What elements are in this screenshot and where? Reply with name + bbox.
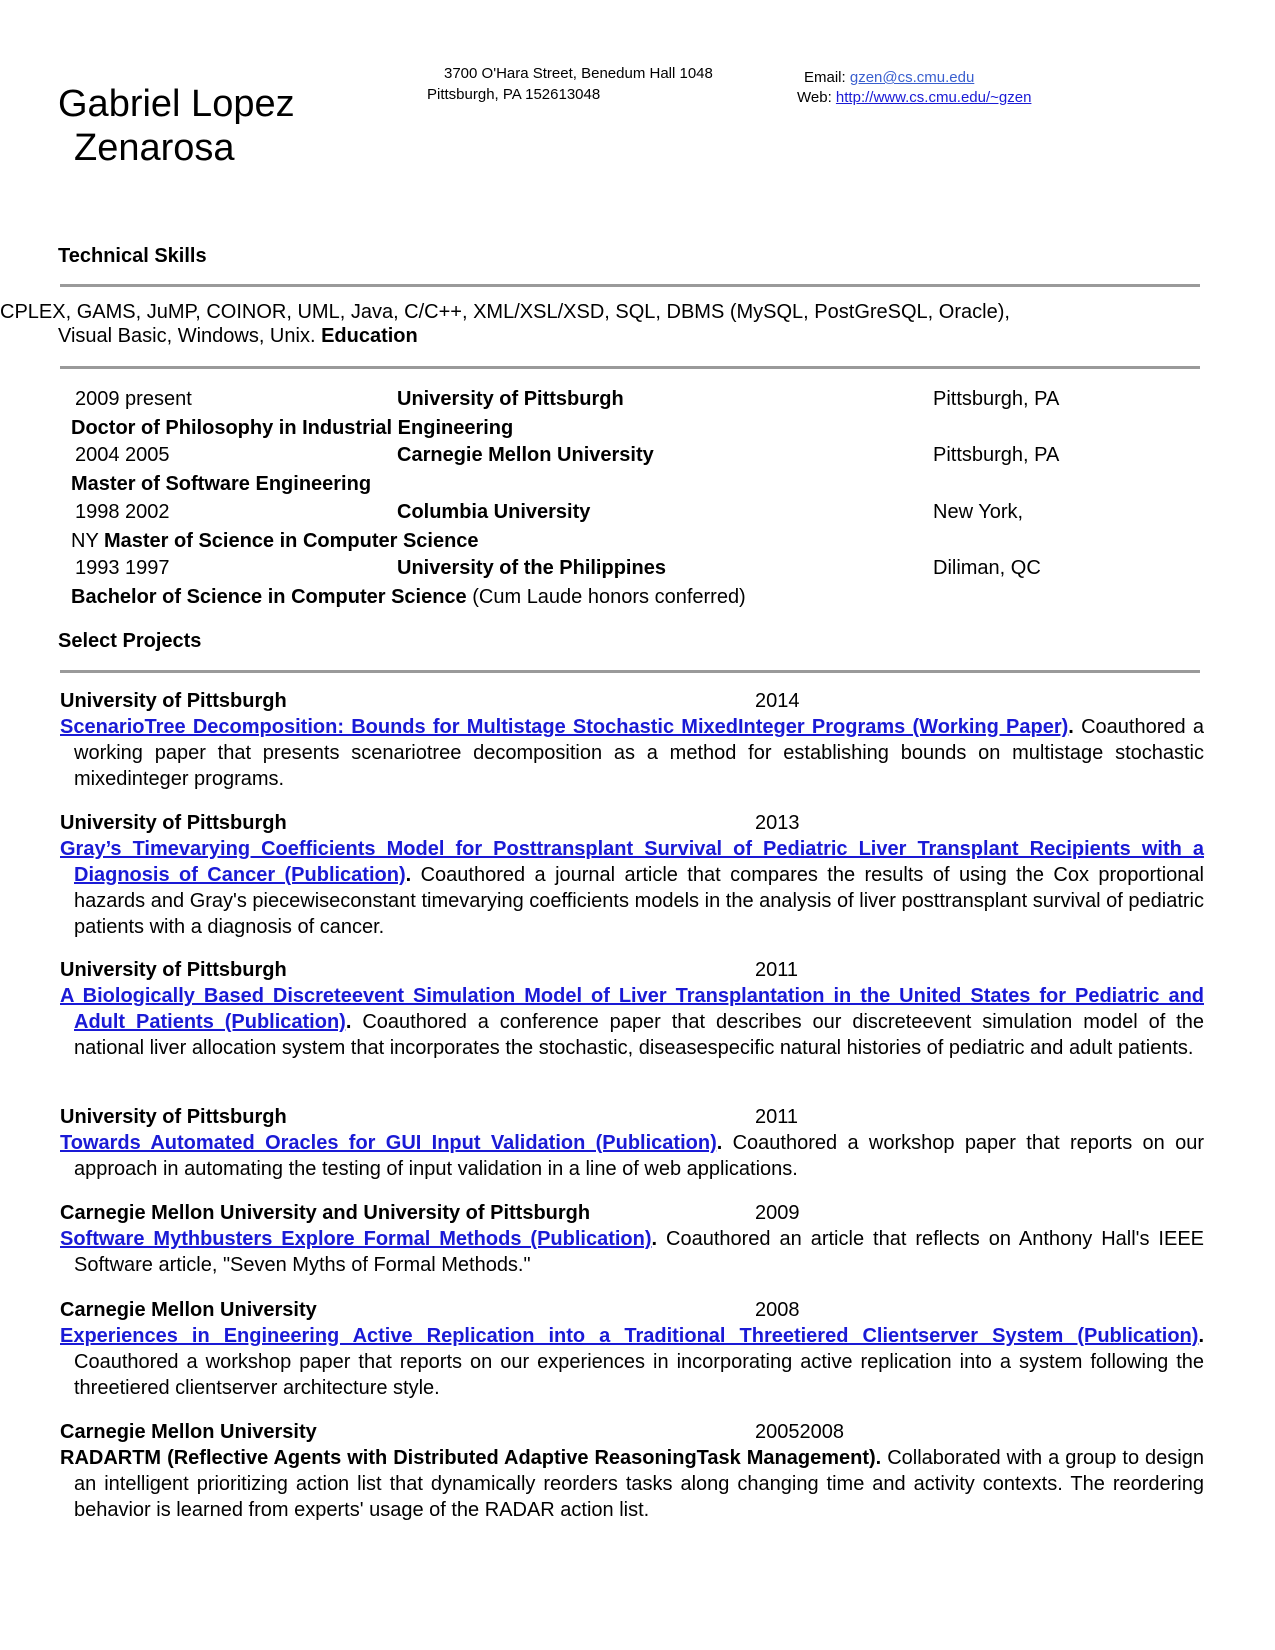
- email-link[interactable]: gzen@cs.cmu.edu: [849, 69, 975, 86]
- web-link[interactable]: http://www.cs.cmu.edu/~gzen: [835, 89, 1032, 106]
- web-row: [797, 88, 1031, 108]
- project-year: 2014: [755, 690, 800, 712]
- section-divider: [60, 284, 1200, 287]
- project-entry: University of Pittsburgh 2011 Towards Automated Oracles for GUI Input Validation (Publication). Coauthored a workshop paper that reports on our approach in automating the testing of input validation in a line of web applications.: [60, 1106, 1205, 1180]
- edu-location: Pittsburgh, PA: [933, 388, 1060, 410]
- project-description: Coauthored a workshop paper that reports on our experiences in incorporating active replication into a system following the threetiered clientserver architecture style.: [74, 1351, 1204, 1399]
- education-heading: Education: [321, 325, 418, 347]
- project-year: 2013: [755, 812, 800, 834]
- edu-school: Carnegie Mellon University: [397, 444, 654, 466]
- project-org: Carnegie Mellon University: [60, 1299, 317, 1321]
- project-entry: University of Pittsburgh 2011 A Biologically Based Discreteevent Simulation Model of Liver Transplantation in the United States for Pediatric and Adult Patients (Publication). Coauthored a conference paper that describes our discreteevent simulation model of the national liver allocation system that incorporates the stochastic, diseasespecific natural histories of pediatric and adult patients.: [60, 959, 1204, 1059]
- edu-note: (Cum Laude honors conferred): [466, 586, 746, 608]
- project-description: Coauthored a conference paper that describes our discreteevent simulation model of the national liver allocation system that incorporates the stochastic, diseasespecific natural histories of pediatric and adult patients.: [74, 1011, 1204, 1059]
- email-label: Email:: [804, 69, 846, 86]
- project-org: Carnegie Mellon University and University of Pittsburgh: [60, 1202, 591, 1224]
- project-title-link[interactable]: Software Mythbusters Explore Formal Methods (Publication): [60, 1228, 652, 1250]
- project-title-link[interactable]: Towards Automated Oracles for GUI Input Validation (Publication): [60, 1132, 717, 1154]
- project-year: 20052008: [755, 1421, 844, 1443]
- projects-heading: Select Projects: [58, 630, 202, 652]
- project-year: 2011: [755, 1106, 799, 1128]
- edu-location: New York,: [933, 501, 1024, 523]
- skills-line-2: [58, 323, 418, 349]
- project-org: University of Pittsburgh: [60, 690, 287, 712]
- skills-line-1: CPLEX, GAMS, JuMP, COINOR, UML, Java, C/C++, XML/XSL/XSD, SQL, DBMS (MySQL, PostGreSQL, Oracle),: [0, 301, 1010, 323]
- project-org: University of Pittsburgh: [60, 812, 287, 834]
- edu-years: 2004 2005: [75, 444, 170, 466]
- project-org: University of Pittsburgh: [60, 959, 287, 981]
- project-description: Collaborated with a group to design an intelligent prioritizing action list that dynamically reorders tasks along changing time and activity contexts. The reordering behavior is learned from experts' usage of the RADAR action list.: [74, 1447, 1204, 1521]
- section-divider: [60, 670, 1200, 673]
- project-year: 2011: [755, 959, 799, 981]
- project-org: University of Pittsburgh: [60, 1106, 287, 1128]
- email-row: [804, 68, 974, 88]
- skills-line-2-text: Visual Basic, Windows, Unix.: [58, 325, 316, 347]
- project-title-link[interactable]: A Biologically Based Discreteevent Simulation Model of Liver Transplantation in the United States for Pediatric and Adult Patients (Publication): [60, 985, 1204, 1033]
- section-divider: [60, 366, 1200, 369]
- edu-degree-row: [71, 528, 479, 554]
- project-title-link[interactable]: Gray’s Timevarying Coefficients Model for Posttransplant Survival of Pediatric Liver Transplant Recipients with a Diagnosis of Cancer (Publication): [60, 838, 1204, 886]
- project-org: Carnegie Mellon University: [60, 1421, 317, 1443]
- project-description: Coauthored an article that reflects on Anthony Hall's IEEE Software article, "Seven Myths of Formal Methods.": [74, 1228, 1205, 1276]
- project-year: 2008: [755, 1299, 800, 1321]
- project-title: RADARTM (Reflective Agents with Distributed Adaptive ReasoningTask Management): [60, 1447, 876, 1469]
- project-title-link[interactable]: Experiences in Engineering Active Replication into a Traditional Threetiered Clientserver System (Publication): [60, 1325, 1199, 1347]
- edu-school: University of Pittsburgh: [397, 388, 624, 410]
- project-entry: Carnegie Mellon University and University of Pittsburgh 2009 Software Mythbusters Explore Formal Methods (Publication). Coauthored an article that reflects on Anthony Hall's IEEE Software article, "Seven Myths of Formal Methods.": [60, 1202, 1205, 1276]
- project-description: Coauthored a journal article that compares the results of using the Cox proportional hazards and Gray's piecewiseconstant timevarying coefficients models in the analysis of liver posttransplant survival of pediatric patients with a diagnosis of cancer.: [74, 864, 1204, 938]
- project-description: Coauthored a workshop paper that reports on our approach in automating the testing of input validation in a line of web applications.: [74, 1132, 1205, 1180]
- edu-degree-prefix: NY: [71, 530, 104, 552]
- address-line-2: Pittsburgh, PA 152613048: [427, 86, 601, 103]
- edu-location: Diliman, QC: [933, 557, 1041, 579]
- edu-location: Pittsburgh, PA: [933, 444, 1060, 466]
- project-title-link[interactable]: ScenarioTree Decomposition: Bounds for Multistage Stochastic MixedInteger Programs (Working Paper): [60, 716, 1069, 738]
- address-line-1: 3700 O'Hara Street, Benedum Hall 1048: [444, 65, 713, 82]
- edu-degree: Bachelor of Science in Computer Science: [71, 586, 467, 608]
- project-entry: Carnegie Mellon University 2008 Experiences in Engineering Active Replication into a Traditional Threetiered Clientserver System (Publication). Coauthored a workshop paper that reports on our experiences in incorporating active replication into a system following the threetiered clientserver architecture style.: [60, 1299, 1204, 1399]
- project-entry: University of Pittsburgh 2014 ScenarioTree Decomposition: Bounds for Multistage Stochastic MixedInteger Programs (Working Paper). Coauthored a working paper that presents scenariotree decomposition as a method for establishing bounds on multistage stochastic mixedinteger programs.: [60, 690, 1204, 790]
- edu-years: 2009 present: [75, 388, 192, 410]
- edu-school: University of the Philippines: [397, 557, 666, 579]
- edu-school: Columbia University: [397, 501, 591, 523]
- skills-heading: Technical Skills: [58, 245, 207, 267]
- edu-degree: Master of Science in Computer Science: [103, 530, 479, 552]
- edu-years: 1993 1997: [75, 557, 170, 579]
- edu-degree-row: [71, 471, 371, 497]
- project-entry: Carnegie Mellon University 20052008 RADARTM (Reflective Agents with Distributed Adaptive ReasoningTask Management). Collaborated with a group to design an intelligent prioritizing action list that dynamically reorders tasks along changing time and activity contexts. The reordering behavior is learned from experts' usage of the RADAR action list.: [60, 1421, 1204, 1521]
- name-line-1: Gabriel Lopez: [58, 83, 295, 125]
- project-description: Coauthored a working paper that presents scenariotree decomposition as a method for establishing bounds on multistage stochastic mixedinteger programs.: [74, 716, 1204, 790]
- project-entry: University of Pittsburgh 2013 Gray’s Timevarying Coefficients Model for Posttransplant Survival of Pediatric Liver Transplant Recipients with a Diagnosis of Cancer (Publication). Coauthored a journal article that compares the results of using the Cox proportional hazards and Gray's piecewiseconstant timevarying coefficients models in the analysis of liver posttransplant survival of pediatric patients with a diagnosis of cancer.: [60, 812, 1204, 938]
- project-year: 2009: [755, 1202, 800, 1224]
- edu-degree: Master of Software Engineering: [71, 473, 372, 495]
- edu-years: 1998 2002: [75, 501, 170, 523]
- name-line-2: Zenarosa: [74, 127, 235, 169]
- edu-degree-row: [71, 415, 513, 441]
- edu-degree: Doctor of Philosophy in Industrial Engineering: [71, 417, 514, 439]
- web-label: Web:: [797, 89, 832, 106]
- edu-degree-row: [71, 584, 746, 610]
